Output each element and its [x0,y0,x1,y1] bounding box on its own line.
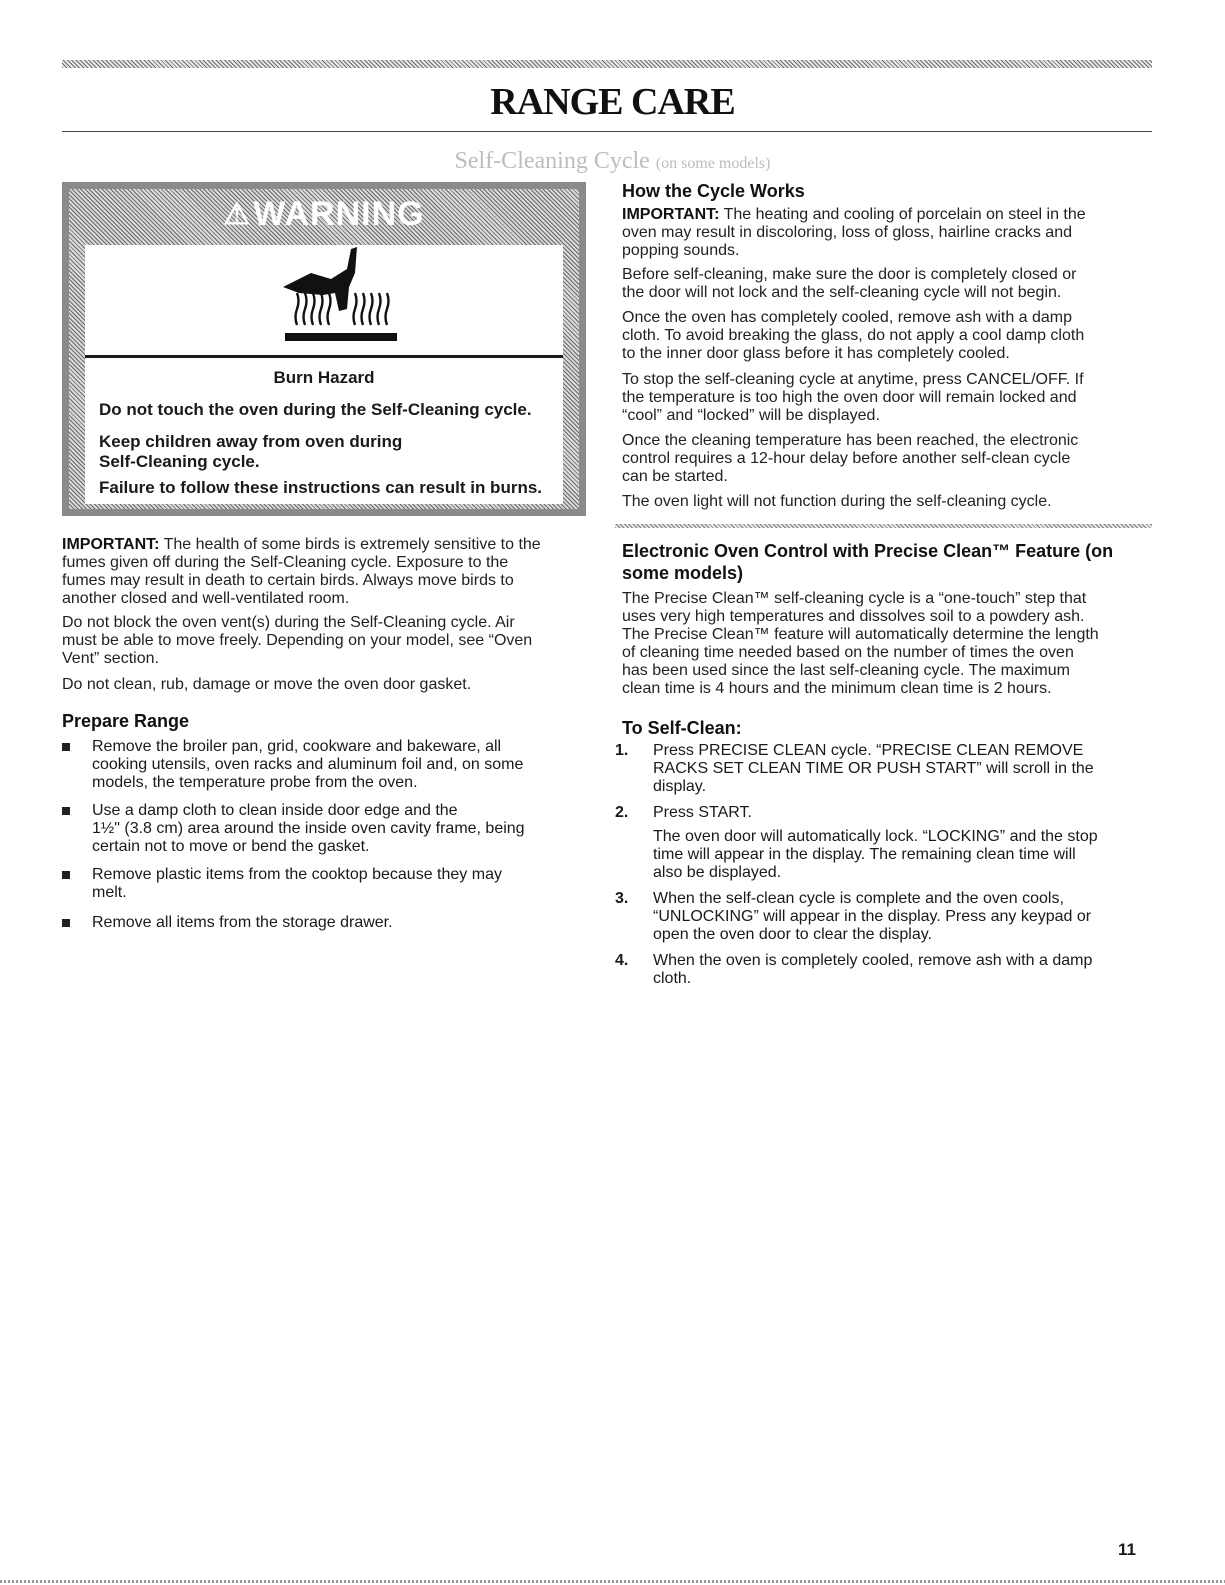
text-line: the door will not lock and the self-cleaning cycle will not begin. [622,284,1062,301]
step-number: 3. [615,890,629,907]
text-line: Remove the broiler pan, grid, cookware and bakeware, all [92,738,502,755]
text-line: The heating and cooling of porcelain on steel in the [719,206,1086,223]
text-line: Once the cleaning temperature has been reached, the electronic [622,432,1079,449]
text-line: Once the oven has completely cooled, remove ash with a damp [622,309,1073,326]
important-label: IMPORTANT: [622,206,720,223]
text-line: Remove plastic items from the cooktop because they may [92,866,502,883]
warning-text-panel [85,358,563,504]
porcelain-paragraph [622,206,1152,260]
gasket-paragraph: Do not clean, rub, damage or move the oven door gasket. [62,676,472,693]
body-paragraph: The oven light will not function during the self-cleaning cycle. [622,493,1052,510]
hazard-title: Burn Hazard [273,368,375,387]
title-divider [62,131,1152,132]
step-number: 1. [615,742,629,759]
text-line: cloth. To avoid breaking the glass, do not apply a cool damp cloth [622,327,1085,344]
text-line: Press START. [653,804,752,821]
text-line: time will appear in the display. The remaining clean time will [653,846,1076,863]
bottom-decorative-band [0,1580,1225,1583]
warning-label: WARNING [253,194,425,233]
warning-line: Keep children away from oven during [99,432,403,451]
text-line: Remove all items from the storage drawer. [92,914,393,931]
text-line: control requires a 12-hour delay before another self-clean cycle [622,450,1071,467]
text-line: Use a damp cloth to clean inside door edge and the [92,802,458,819]
important-label: IMPORTANT: [62,536,160,553]
birds-warning-paragraph [62,536,592,608]
warning-box [62,182,586,516]
text-line: models, the temperature probe from the oven. [92,774,418,791]
text-line: clean time is 4 hours and the minimum clean time is 2 hours. [622,680,1052,697]
warning-header [69,189,579,239]
text-line: open the oven door to clear the display. [653,926,932,943]
text-line: fumes may result in death to certain birds. Always move birds to [62,572,514,589]
text-line: can be started. [622,468,728,485]
vent-paragraph [62,614,592,668]
section-title-note: (on some models) [655,155,771,172]
text-line: Vent” section. [62,650,159,667]
step-number: 2. [615,804,629,821]
text-line: display. [653,778,707,795]
text-line: “UNLOCKING” will appear in the display. Press any keypad or [653,908,1092,925]
heading-line: Electronic Oven Control with Precise Clean™ Feature (on [622,541,1114,561]
warning-line: Failure to follow these instructions can result in burns. [99,478,543,497]
text-line: When the self-clean cycle is complete and the oven cools, [653,890,1064,907]
bullet-square-icon [62,919,70,927]
text-line: certain not to move or bend the gasket. [92,838,370,855]
electronic-oven-control-heading [622,540,1152,584]
text-line: cooking utensils, oven racks and aluminum foil and, on some [92,756,524,773]
burn-hazard-hand-icon [85,245,563,355]
body-paragraph [622,309,1152,363]
body-paragraph [622,371,1152,425]
section-title-text: Self-Cleaning Cycle [454,148,650,174]
bullet-square-icon [62,743,70,751]
text-line: The Precise Clean™ self-cleaning cycle is a “one-touch” step that [622,590,1087,607]
text-line: melt. [92,884,127,901]
text-line: uses very high temperatures and dissolves soil to a powdery ash. [622,608,1085,625]
text-line: To stop the self-cleaning cycle at anytime, press CANCEL/OFF. If [622,371,1084,388]
warning-line: Self-Cleaning cycle. [99,452,260,471]
top-decorative-band [62,60,1152,68]
warning-pictogram [85,245,563,358]
bullet-square-icon [62,871,70,879]
text-line: oven may result in discoloring, loss of gloss, hairline cracks and [622,224,1072,241]
heading-line: some models) [622,563,744,583]
text-line: fumes given off during the Self-Cleaning cycle. Exposure to the [62,554,509,571]
text-line: has been used since the last self-cleaning cycle. The maximum [622,662,1070,679]
text-line: must be able to move freely. Depending on your model, see “Oven [62,632,533,649]
warning-triangle-icon: ⚠ [223,197,252,231]
text-line: to the inner door glass before it has completely cooled. [622,345,1010,362]
text-line: “cool” and “locked” will be displayed. [622,407,880,424]
text-line: also be displayed. [653,864,782,881]
text-line: RACKS SET CLEAN TIME OR PUSH START” will scroll in the [653,760,1094,777]
text-line: 1½" (3.8 cm) area around the inside oven cavity frame, being [92,820,525,837]
text-line: The health of some birds is extremely sensitive to the [159,536,541,553]
text-line: When the oven is completely cooled, remove ash with a damp [653,952,1093,969]
body-paragraph [622,432,1152,486]
text-line: of cleaning time needed based on the number of times the oven [622,644,1074,661]
section-title [0,148,1225,175]
to-self-clean-heading: To Self-Clean: [622,718,742,738]
precise-clean-paragraph [622,590,1152,698]
section-divider-band [615,524,1152,528]
step-number: 4. [615,952,629,969]
page-title: RANGE CARE [490,81,735,123]
warning-line: Do not touch the oven during the Self-Cleaning cycle. [99,400,532,419]
text-line: The Precise Clean™ feature will automatically determine the length [622,626,1099,643]
text-line: another closed and well-ventilated room. [62,590,350,607]
text-line: cloth. [653,970,692,987]
text-line: The oven door will automatically lock. “LOCKING” and the stop [653,828,1098,845]
text-line: Do not block the oven vent(s) during the Self-Cleaning cycle. Air [62,614,515,631]
prepare-range-heading: Prepare Range [62,711,190,731]
bullet-square-icon [62,807,70,815]
how-cycle-works-heading: How the Cycle Works [622,181,805,201]
page-number: 11 [1118,1540,1136,1559]
text-line: popping sounds. [622,242,740,259]
text-line: the temperature is too high the oven door will remain locked and [622,389,1077,406]
text-line: Press PRECISE CLEAN cycle. “PRECISE CLEAN REMOVE [653,742,1084,759]
text-line: Before self-cleaning, make sure the door is completely closed or [622,266,1077,283]
body-paragraph [622,266,1152,302]
